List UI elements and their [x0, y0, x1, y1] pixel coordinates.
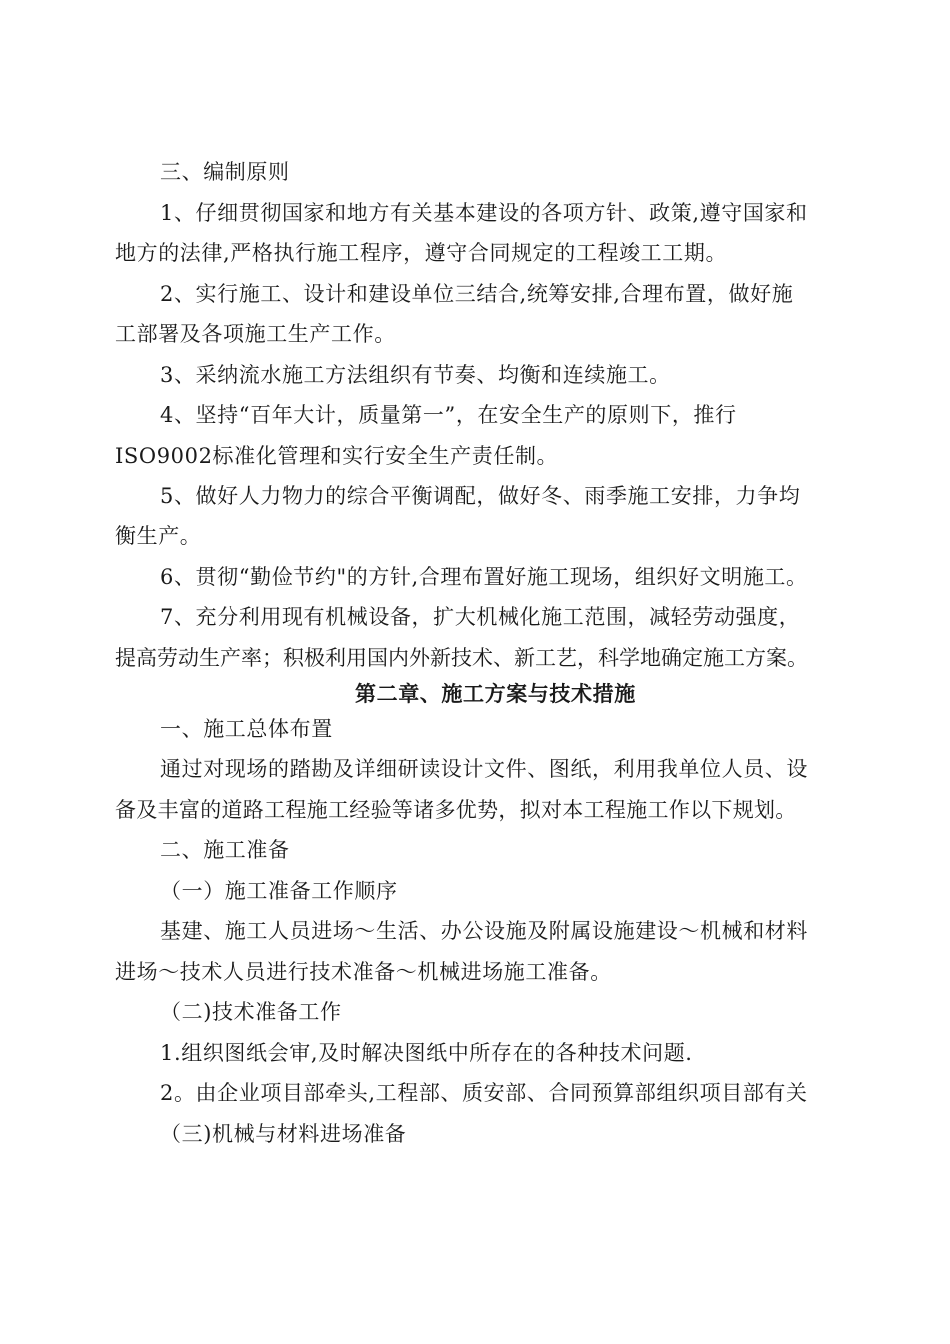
section-heading-preparation: 二、施工准备: [160, 838, 290, 862]
chapter-title: 第二章、施工方案与技术措施: [355, 681, 636, 706]
paragraph-line: 工部署及各项施工生产工作。: [115, 322, 396, 346]
paragraph-line: 衡生产。: [115, 524, 202, 548]
paragraph-line: 地方的法律,严格执行施工程序，遵守合同规定的工程竣工工期。: [115, 241, 728, 265]
section-heading-compilation-principles: 三、编制原则: [160, 160, 290, 184]
paragraph-line: 2、实行施工、设计和建设单位三结合,统筹安排,合理布置，做好施: [160, 282, 794, 306]
paragraph-line: 7、充分利用现有机械设备，扩大机械化施工范围，减轻劳动强度，: [160, 605, 801, 629]
paragraph-line: 基建、施工人员进场～生活、办公设施及附属设施建设～机械和材料: [160, 919, 808, 943]
paragraph-line: 6、贯彻“勤俭节约"的方针,合理布置好施工现场，组织好文明施工。: [160, 565, 808, 589]
paragraph-line: 备及丰富的道路工程施工经验等诸多优势，拟对本工程施工作以下规划。: [115, 798, 797, 822]
subsection-heading-technical-preparation: （二)技术准备工作: [160, 1000, 342, 1024]
paragraph-line: 提高劳动生产率；积极利用国内外新技术、新工艺，科学地确定施工方案。: [115, 646, 808, 670]
subsection-heading-machinery-materials: （三)机械与材料进场准备: [160, 1122, 407, 1146]
paragraph-line: 1.组织图纸会审,及时解决图纸中所存在的各种技术问题.: [160, 1041, 693, 1065]
paragraph-line: 5、做好人力物力的综合平衡调配，做好冬、雨季施工安排，力争均: [160, 484, 801, 508]
paragraph-line: ISO9002标准化管理和实行安全生产责任制。: [115, 444, 559, 468]
paragraph-line: 通过对现场的踏勘及详细研读设计文件、图纸，利用我单位人员、设: [160, 757, 808, 781]
section-heading-overall-layout: 一、施工总体布置: [160, 717, 333, 741]
paragraph-line: 2。由企业项目部牵头,工程部、质安部、合同预算部组织项目部有关: [160, 1081, 808, 1105]
paragraph-line: 4、坚持“百年大计，质量第一”，在安全生产的原则下，推行: [160, 403, 737, 427]
paragraph-line: 1、仔细贯彻国家和地方有关基本建设的各项方针、政策,遵守国家和: [160, 201, 808, 225]
paragraph-line: 进场～技术人员进行技术准备～机械进场施工准备。: [115, 960, 612, 984]
subsection-heading-work-sequence: （一）施工准备工作顺序: [160, 879, 398, 903]
paragraph-line: 3、采纳流水施工方法组织有节奏、均衡和连续施工。: [160, 363, 671, 387]
